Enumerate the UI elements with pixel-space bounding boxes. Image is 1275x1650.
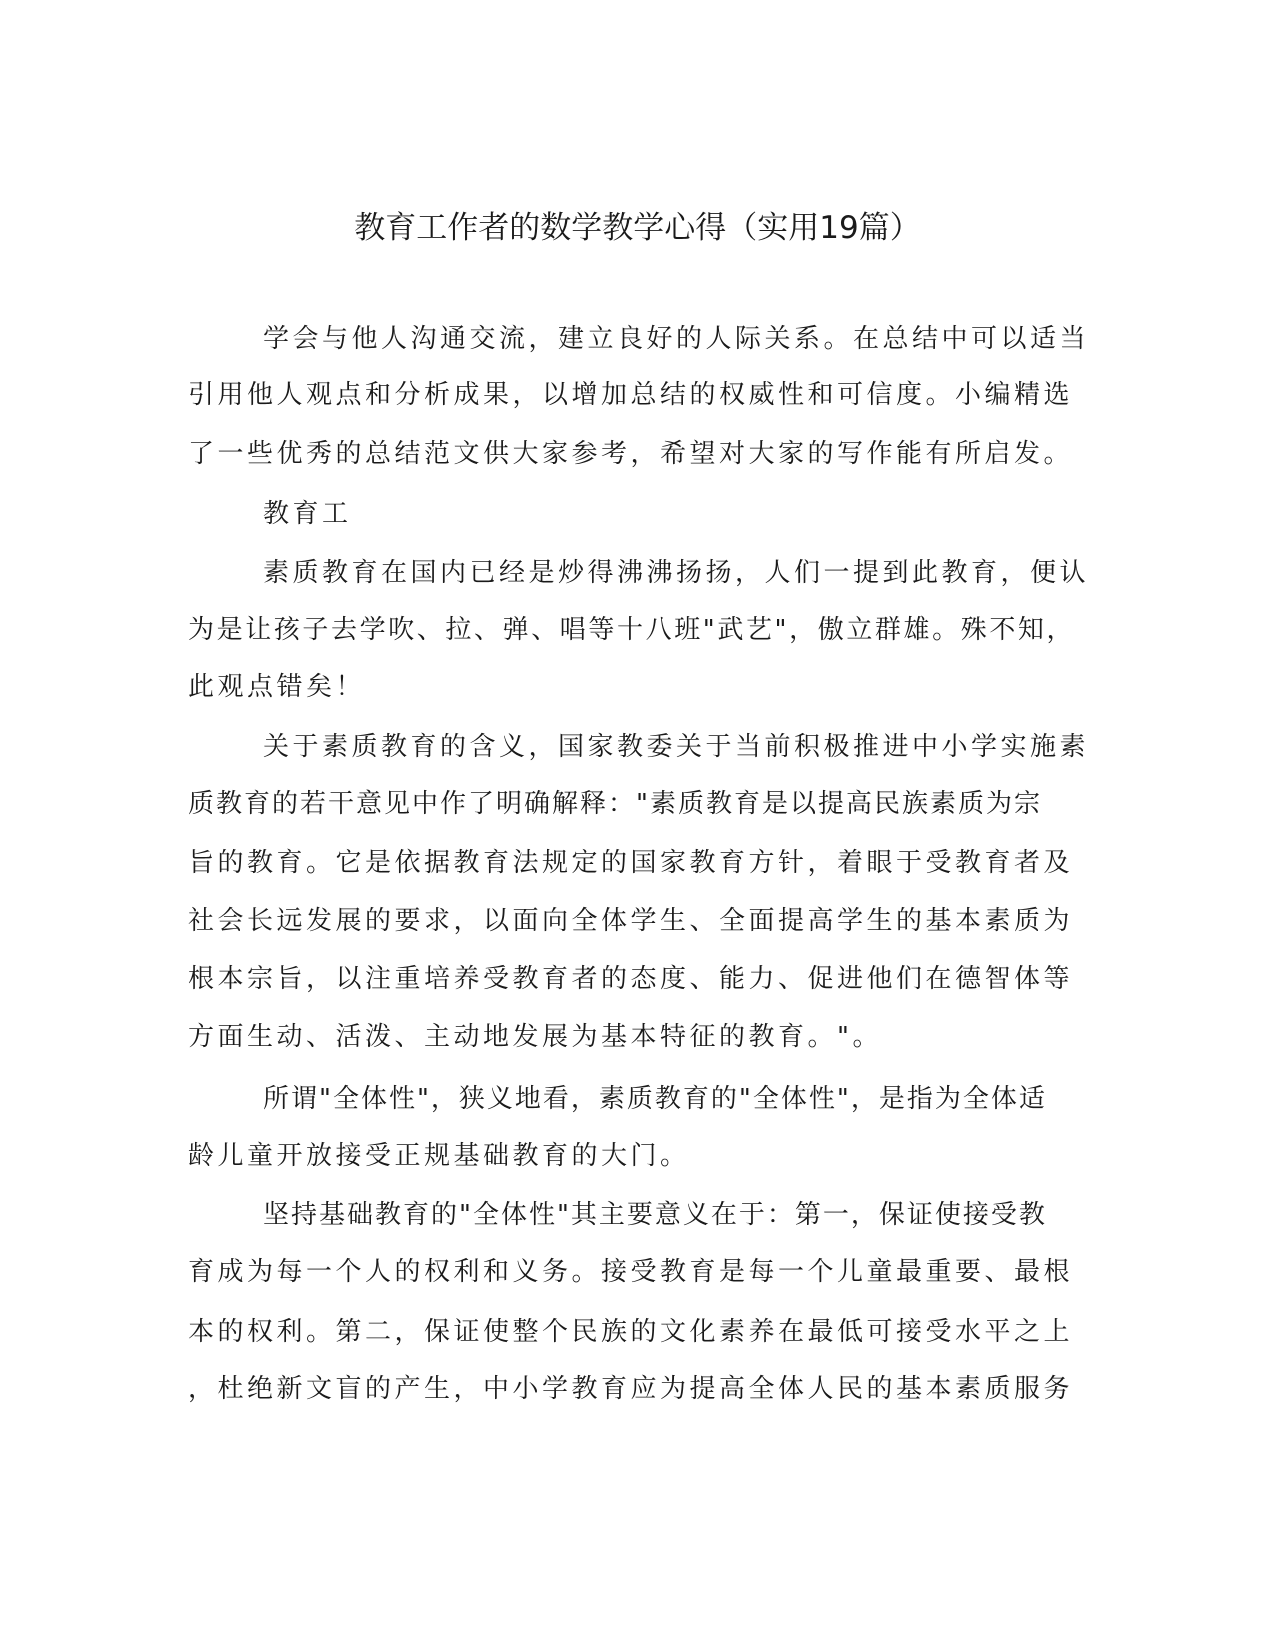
paragraph-line: ，杜绝新文盲的产生，中小学教育应为提高全体人民的基本素质服务 bbox=[188, 1374, 1074, 1404]
paragraph-line: 育成为每一个人的权利和义务。接受教育是每一个儿童最重要、最根 bbox=[188, 1257, 1074, 1287]
paragraph-line: 引用他人观点和分析成果，以增加总结的权威性和可信度。小编精选 bbox=[188, 380, 1074, 410]
paragraph-line: 根本宗旨，以注重培养受教育者的态度、能力、促进他们在德智体等 bbox=[188, 964, 1074, 994]
document-title: 教育工作者的数学教学心得（实用19篇） bbox=[354, 210, 921, 246]
paragraph-line: 了一些优秀的总结范文供大家参考，希望对大家的写作能有所启发。 bbox=[188, 439, 1074, 469]
paragraph-line: 此观点错矣！ bbox=[188, 672, 366, 702]
paragraph-line: 教育工 bbox=[263, 499, 352, 529]
paragraph-line: 坚持基础教育的"全体性"其主要意义在于：第一，保证使接受教 bbox=[263, 1200, 1047, 1230]
paragraph-line: 龄儿童开放接受正规基础教育的大门。 bbox=[188, 1141, 690, 1171]
paragraph-line: 方面生动、活泼、主动地发展为基本特征的教育。"。 bbox=[188, 1022, 882, 1052]
paragraph-line: 所谓"全体性"，狭义地看，素质教育的"全体性"，是指为全体适 bbox=[263, 1084, 1047, 1114]
paragraph-line: 本的权利。第二，保证使整个民族的文化素养在最低可接受水平之上 bbox=[188, 1317, 1074, 1347]
paragraph-line: 社会长远发展的要求，以面向全体学生、全面提高学生的基本素质为 bbox=[188, 906, 1074, 936]
paragraph-line: 为是让孩子去学吹、拉、弹、唱等十八班"武艺"，傲立群雄。殊不知， bbox=[188, 615, 1076, 645]
paragraph-line: 学会与他人沟通交流，建立良好的人际关系。在总结中可以适当 bbox=[263, 324, 1090, 354]
paragraph-line: 旨的教育。它是依据教育法规定的国家教育方针，着眼于受教育者及 bbox=[188, 848, 1074, 878]
paragraph-line: 关于素质教育的含义，国家教委关于当前积极推进中小学实施素 bbox=[263, 732, 1090, 762]
paragraph-line: 素质教育在国内已经是炒得沸沸扬扬，人们一提到此教育，便认 bbox=[263, 558, 1090, 588]
paragraph-line: 质教育的若干意见中作了明确解释："素质教育是以提高民族素质为宗 bbox=[188, 789, 1042, 819]
